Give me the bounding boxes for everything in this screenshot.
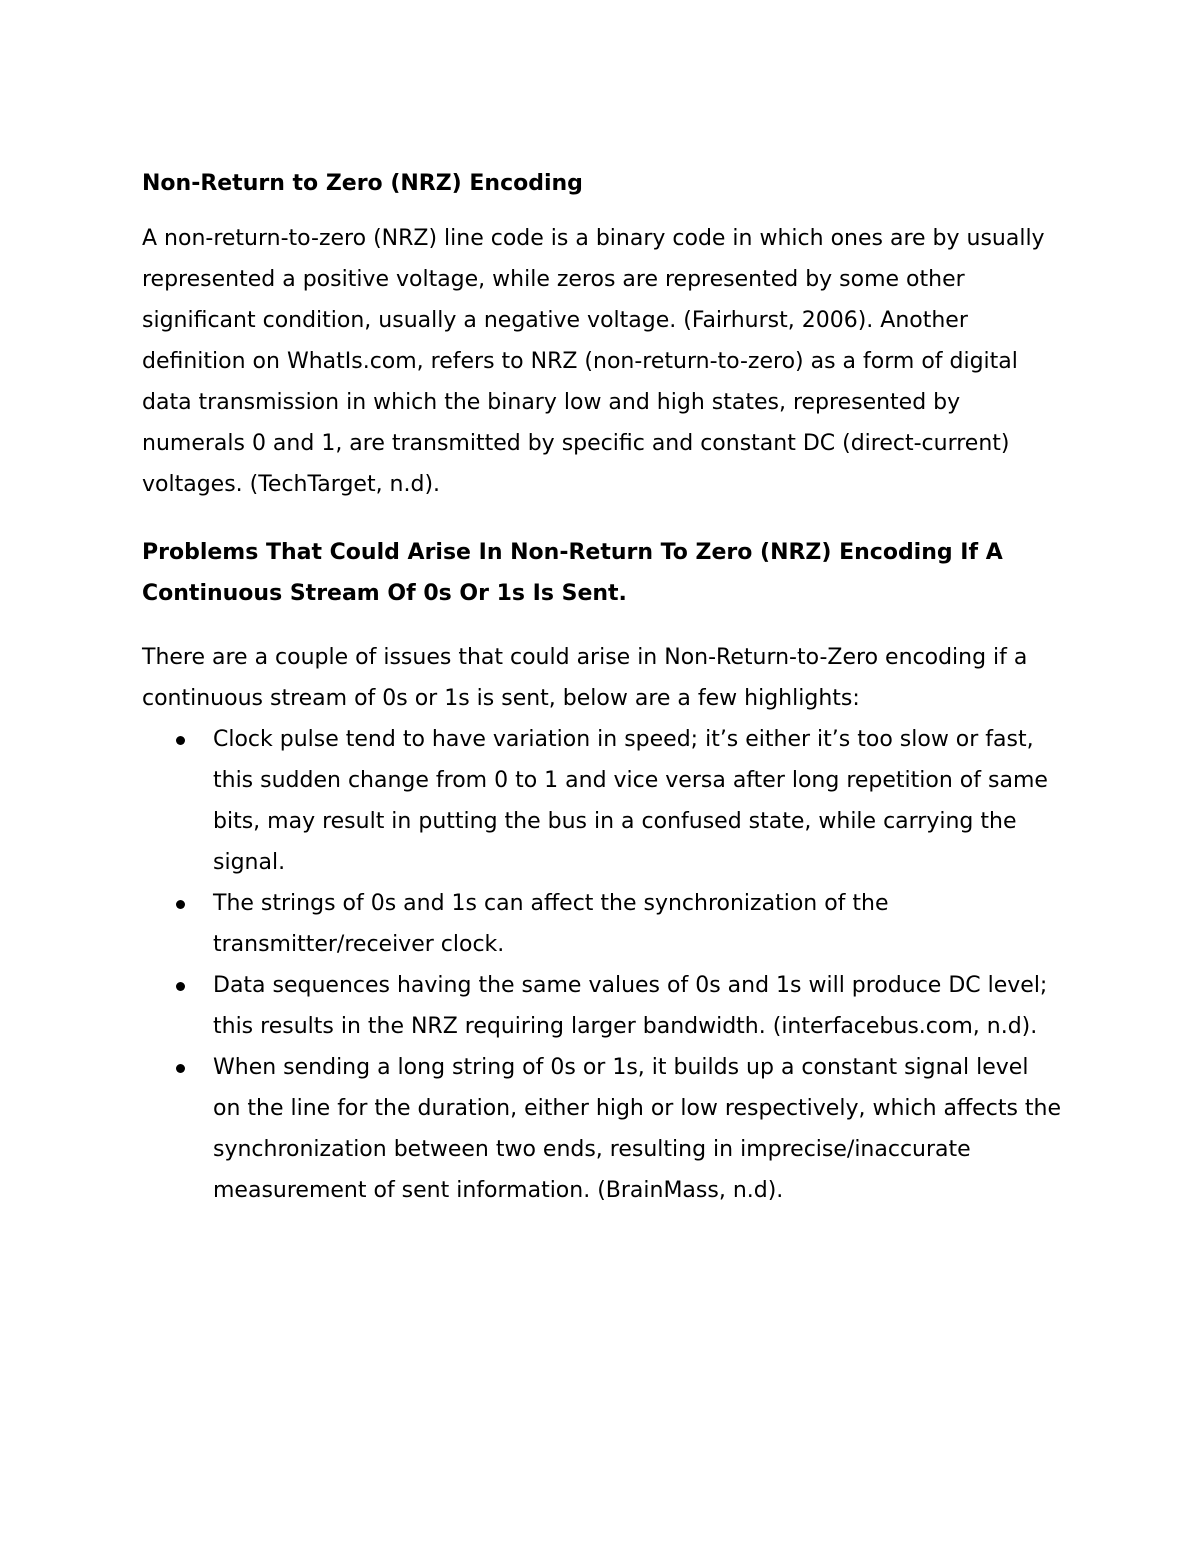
problems-bullet-list <box>142 719 1062 1211</box>
bullet-icon <box>176 1064 185 1073</box>
document-page <box>142 163 1062 1211</box>
bullet-icon <box>176 736 185 745</box>
list-item <box>142 1047 1062 1211</box>
paragraph-nrz-definition: A non-return-to-zero (NRZ) line code is a binary code in which ones are by usually represented a positive voltage, while zeros are represented by some other significant condition, usually a negative voltage. (Fairhurst, 2006). Another definition on WhatIs.com, refers to NRZ (non-return-to-zero) as a form of digital data transmission in which the binary low and high states, represented by numerals 0 and 1, are transmitted by specific and constant DC (direct-current) voltages. (TechTarget, n.d). <box>142 226 1045 497</box>
heading-nrz-problems: Problems That Could Arise In Non-Return To Zero (NRZ) Encoding If A Continuous Stream Of 0s Or 1s Is Sent. <box>142 540 1003 606</box>
bullet-icon <box>176 900 185 909</box>
list-item-text: Clock pulse tend to have variation in speed; it’s either it’s too slow or fast, this sudden change from 0 to 1 and vice versa after long repetition of same bits, may result in putting the bus in a confused state, while carrying the signal. <box>213 727 1048 875</box>
heading-nrz-encoding: Non-Return to Zero (NRZ) Encoding <box>142 171 583 196</box>
list-item <box>142 883 1062 965</box>
paragraph-problems-intro: There are a couple of issues that could arise in Non-Return-to-Zero encoding if a continuous stream of 0s or 1s is sent, below are a few highlights: <box>142 645 1028 711</box>
bullet-icon <box>176 982 185 991</box>
list-item <box>142 719 1062 883</box>
spacer <box>142 204 1062 218</box>
list-item <box>142 965 1062 1047</box>
list-item-text: Data sequences having the same values of 0s and 1s will produce DC level; this results in the NRZ requiring larger bandwidth. (interfacebus.com, n.d). <box>213 973 1048 1039</box>
spacer <box>142 614 1062 637</box>
list-item-text: When sending a long string of 0s or 1s, it builds up a constant signal level on the line for the duration, either high or low respectively, which affects the synchronization between two ends, resulting in imprecise/inaccurate measurement of sent information. (BrainMass, n.d). <box>213 1055 1061 1203</box>
spacer <box>142 505 1062 532</box>
list-item-text: The strings of 0s and 1s can affect the synchronization of the transmitter/receiver clock. <box>213 891 889 957</box>
